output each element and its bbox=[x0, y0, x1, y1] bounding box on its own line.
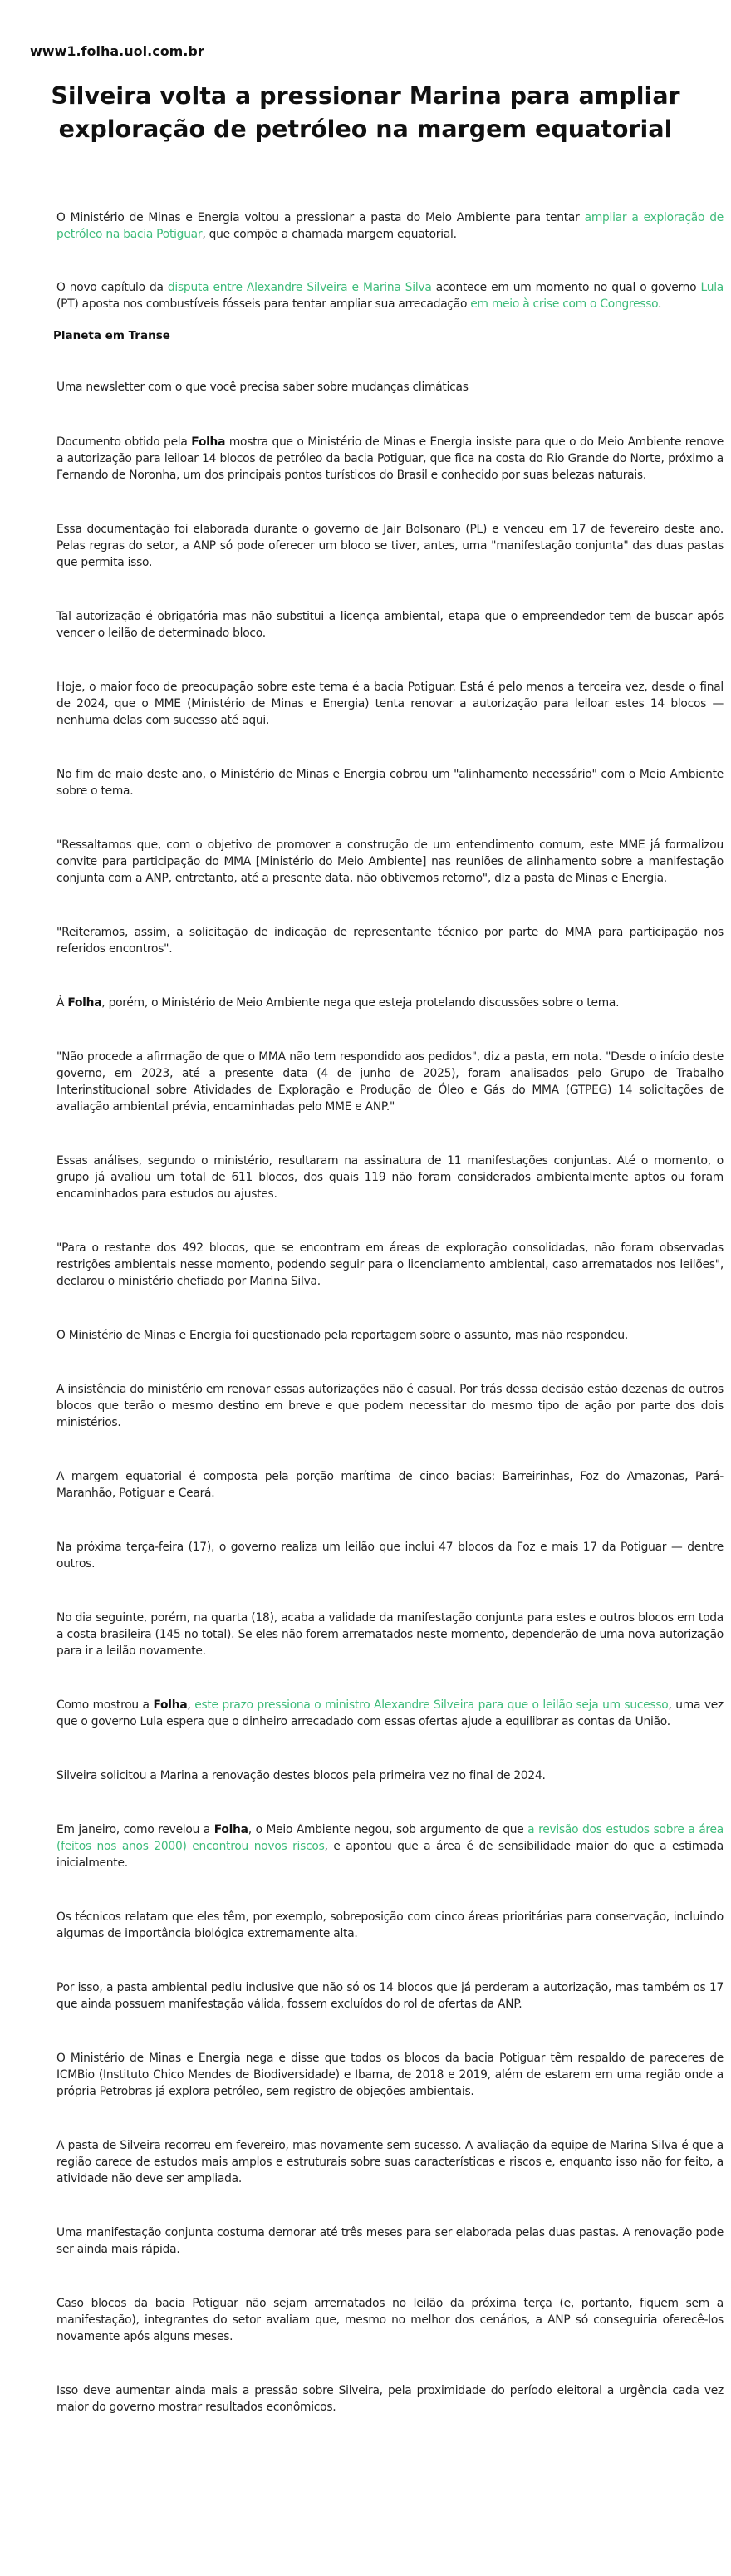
paragraph-27: Caso blocos da bacia Potiguar não sejam arrematados no leilão da próxima terça (e, portanto, fiquem sem a manifestação), integrantes do setor avaliam que, mesmo no melhor dos cenários, a ANP só conseguiria oferecê-los novamente após alguns meses. bbox=[56, 2297, 724, 2343]
newsletter-description: Uma newsletter com o que você precisa saber sobre mudanças climáticas bbox=[56, 381, 469, 394]
paragraph-19 bbox=[56, 1697, 724, 1730]
text: O Ministério de Minas e Energia voltou a pressionar a pasta do Meio Ambiente para tentar bbox=[56, 211, 585, 224]
paragraph-22: Os técnicos relatam que eles têm, por exemplo, sobreposição com cinco áreas prioritárias para conservação, incluindo algumas de importância biológica extremamente alta. bbox=[56, 1910, 724, 1940]
paragraph-23: Por isso, a pasta ambiental pediu inclusive que não só os 14 blocos que já perderam a autorização, mas também os 17 que ainda possuem manifestação válida, fossem excluídos do rol de ofertas da ANP. bbox=[56, 1981, 724, 2011]
paragraph-9: "Reiteramos, assim, a solicitação de indicação de representante técnico por parte do MMA para participação nos referidos encontros". bbox=[56, 926, 724, 956]
brand-name: Folha bbox=[67, 996, 102, 1010]
paragraph-25: A pasta de Silveira recorreu em fevereiro, mas novamente sem sucesso. A avaliação da equipe de Marina Silva é que a região carece de estudos mais amplos e estruturais sobre suas características e riscos e, enquanto isso não for feito, a atividade não deve ser ampliada. bbox=[56, 2139, 724, 2185]
paragraph-14: O Ministério de Minas e Energia foi questionado pela reportagem sobre o assunto, mas não respondeu. bbox=[56, 1329, 629, 1342]
text: , bbox=[187, 1698, 195, 1712]
brand-name: Folha bbox=[191, 435, 226, 449]
paragraph-21 bbox=[56, 1821, 724, 1871]
link-crise-congresso[interactable]: em meio à crise com o Congresso bbox=[470, 297, 659, 311]
brand-name: Folha bbox=[153, 1698, 188, 1712]
text: , uma vez que o governo Lula espera que o dinheiro arrecadado com essas ofertas ajude a equilibrar as contas da União. bbox=[56, 1698, 724, 1728]
paragraph-7: No fim de maio deste ano, o Ministério de Minas e Energia cobrou um "alinhamento necessário" com o Meio Ambiente sobre o tema. bbox=[56, 768, 724, 798]
text: À bbox=[56, 996, 68, 1010]
link-revisao-estudos[interactable]: a revisão dos estudos sobre a área (feitos nos anos 2000) encontrou novos riscos bbox=[56, 1823, 724, 1853]
text: O novo capítulo da bbox=[56, 281, 168, 294]
text: , que compõe a chamada margem equatorial. bbox=[202, 228, 457, 241]
headline: Silveira volta a pressionar Marina para ampliar exploração de petróleo na margem equatorial bbox=[51, 82, 680, 143]
text: , o Meio Ambiente negou, sob argumento de que bbox=[248, 1823, 528, 1836]
paragraph-28: Isso deve aumentar ainda mais a pressão sobre Silveira, pela proximidade do período eleitoral a urgência cada vez maior do governo mostrar resultados econômicos. bbox=[56, 2384, 724, 2414]
link-disputa-silveira-marina[interactable]: disputa entre Alexandre Silveira e Marina Silva bbox=[167, 281, 432, 294]
paragraph-15: A insistência do ministério em renovar essas autorizações não é casual. Por trás dessa decisão estão dezenas de outros blocos que terão o mesmo destino em breve e que podem necessitar do mesmo tipo de ação por parte dos dois ministérios. bbox=[56, 1383, 724, 1429]
text: , e apontou que a área é de sensibilidade maior do que a estimada inicialmente. bbox=[56, 1840, 724, 1870]
paragraph-5: Tal autorização é obrigatória mas não substitui a licença ambiental, etapa que o empreendedor tem de buscar após vencer o leilão de determinado bloco. bbox=[56, 610, 724, 640]
link-lula[interactable]: Lula bbox=[700, 281, 724, 294]
text: (PT) aposta nos combustíveis fósseis para tentar ampliar sua arrecadação bbox=[56, 297, 471, 311]
paragraph-17: Na próxima terça-feira (17), o governo realiza um leilão que inclui 47 blocos da Foz e mais 17 da Potiguar — dentre outros. bbox=[56, 1541, 724, 1571]
brand-name: Folha bbox=[213, 1823, 248, 1836]
paragraph-8: "Ressaltamos que, com o objetivo de promover a construção de um entendimento comum, este MME já formalizou convite para participação do MMA [Ministério do Meio Ambiente] nas reuniões de alinhamento sobre a manifestação conjunta com a ANP, entretanto, até a presente data, não obtivemos retorno", diz a pasta de Minas e Energia. bbox=[56, 838, 724, 885]
paragraph-18: No dia seguinte, porém, na quarta (18), acaba a validade da manifestação conjunta para estes e outros blocos em toda a costa brasileira (145 no total). Se eles não forem arrematados neste momento, dependerão de uma nova autorização para ir a leilão novamente. bbox=[56, 1611, 724, 1658]
site-url: www1.folha.uol.com.br bbox=[30, 43, 204, 59]
text: Como mostrou a bbox=[56, 1698, 154, 1712]
paragraph-12: Essas análises, segundo o ministério, resultaram na assinatura de 11 manifestações conjuntas. Até o momento, o grupo já avaliou um total de 611 blocos, dos quais 119 não foram considerados ambientalmente aptos ou foram encaminhados para estudos ou ajustes. bbox=[56, 1154, 724, 1201]
text: Documento obtido pela bbox=[56, 435, 192, 449]
article-body bbox=[53, 209, 724, 2416]
paragraph-2 bbox=[56, 279, 724, 312]
paragraph-16: A margem equatorial é composta pela porção marítima de cinco bacias: Barreirinhas, Foz do Amazonas, Pará-Maranhão, Potiguar e Ceará. bbox=[56, 1470, 724, 1500]
paragraph-3 bbox=[56, 434, 724, 484]
link-prazo-pressiona-silveira[interactable]: este prazo pressiona o ministro Alexandre Silveira para que o leilão seja um sucesso bbox=[194, 1698, 669, 1712]
text: . bbox=[658, 297, 662, 311]
paragraph-4: Essa documentação foi elaborada durante o governo de Jair Bolsonaro (PL) e venceu em 17 de fevereiro deste ano. Pelas regras do setor, a ANP só pode oferecer um bloco se tiver, antes, uma "manifestação conjunta" das duas pastas que permita isso. bbox=[56, 523, 724, 569]
link-ampliar-exploracao[interactable]: ampliar a exploração de petróleo na bacia Potiguar bbox=[56, 211, 724, 241]
paragraph-6: Hoje, o maior foco de preocupação sobre este tema é a bacia Potiguar. Está é pelo menos a terceira vez, desde o final de 2024, que o MME (Ministério de Minas e Energia) tenta renovar a autorização para leiloar estes 14 blocos —nenhuma delas com sucesso até aqui. bbox=[56, 681, 724, 727]
paragraph-11: "Não procede a afirmação de que o MMA não tem respondido aos pedidos", diz a pasta, em nota. "Desde o início deste governo, em 2023, até a presente data (4 de junho de 2025), foram analisados pelo Grupo de Trabalho Interinstitucional sobre Atividades de Exploração e Produção de Óleo e Gás do MMA (GTPEG) 14 solicitações de avaliação ambiental prévia, encaminhadas pelo MME e ANP." bbox=[56, 1050, 724, 1113]
paragraph-1 bbox=[56, 209, 724, 243]
text: acontece em um momento no qual o governo bbox=[431, 281, 701, 294]
newsletter-label: Planeta em Transe bbox=[53, 329, 170, 342]
paragraph-26: Uma manifestação conjunta costuma demorar até três meses para ser elaborada pelas duas pastas. A renovação pode ser ainda mais rápida. bbox=[56, 2226, 724, 2256]
paragraph-24: O Ministério de Minas e Energia nega e disse que todos os blocos da bacia Potiguar têm respaldo de pareceres de ICMBio (Instituto Chico Mendes de Biodiversidade) e Ibama, de 2018 e 2019, além de estarem em uma região onde a própria Petrobras já explora petróleo, sem registro de objeções ambientais. bbox=[56, 2052, 724, 2098]
paragraph-10 bbox=[56, 995, 724, 1011]
text: Em janeiro, como revelou a bbox=[56, 1823, 214, 1836]
text: , porém, o Ministério de Meio Ambiente nega que esteja protelando discussões sobre o tema. bbox=[101, 996, 620, 1010]
paragraph-20: Silveira solicitou a Marina a renovação destes blocos pela primeira vez no final de 2024. bbox=[56, 1769, 546, 1782]
paragraph-13: "Para o restante dos 492 blocos, que se encontram em áreas de exploração consolidadas, não foram observadas restrições ambientais nesse momento, podendo seguir para o licenciamento ambiental, caso arrematados nos leilões", declarou o ministério chefiado por Marina Silva. bbox=[56, 1241, 724, 1288]
text: mostra que o Ministério de Minas e Energia insiste para que o do Meio Ambiente renove a autorização para leiloar 14 blocos de petróleo da bacia Potiguar, que fica na costa do Rio Grande do Norte, próximo a Fernando de Noronha, um dos principais pontos turísticos do Brasil e conhecido por suas belezas naturais. bbox=[56, 435, 724, 482]
